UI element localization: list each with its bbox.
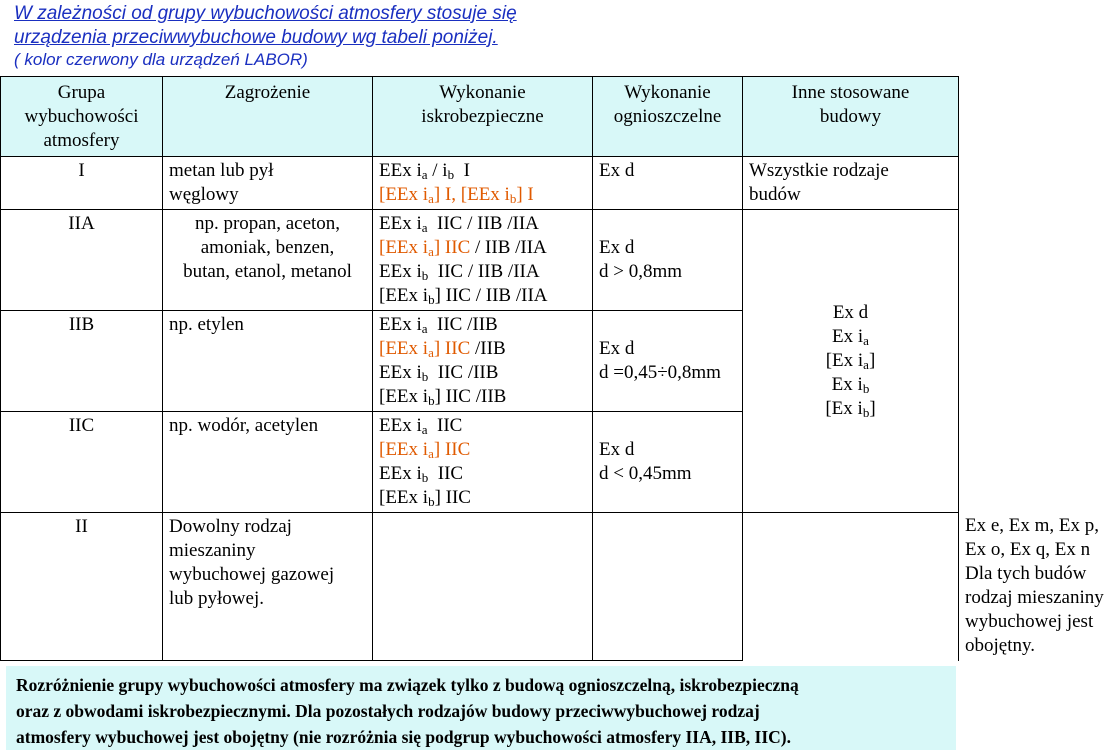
intrinsic-sub: a — [428, 191, 434, 206]
table-header-row — [1, 77, 959, 157]
flameproof-cell — [593, 412, 743, 513]
footnote-line: oraz z obwodami iskrobezpiecznymi. Dla pozostałych rodzajów budowy przeciwwybuchowej rodzaj — [16, 701, 760, 721]
flameproof-cell — [593, 210, 743, 311]
header-intrinsic-line: iskrobezpieczne — [421, 106, 544, 127]
other-sub: a — [863, 333, 869, 348]
intrinsic-line — [379, 212, 586, 236]
intrinsic-text: IIC /IIB — [445, 386, 507, 407]
other-sub: b — [862, 381, 870, 396]
intrinsic-cell — [373, 311, 593, 412]
group-cell: IIB — [1, 311, 163, 412]
hazard-line: amoniak, benzen, — [200, 237, 335, 258]
intrinsic-line: [EEx $i_b$] IIC /IIB — [379, 386, 507, 408]
intrinsic-sub: b — [428, 393, 435, 408]
footnote-line: Rozróżnienie grupy wybuchowości atmosfery ma związek tylko z budową ognioszczelną, iskrobezpieczną — [16, 675, 799, 695]
hazard-line: np. etylen — [169, 314, 244, 335]
group-cell: IIA — [1, 210, 163, 311]
intrinsic-prefix: [EEx i — [379, 338, 429, 359]
other-cell — [743, 157, 959, 210]
intrinsic-prefix: [EEx i — [379, 487, 429, 508]
other-text: Ex i — [832, 326, 864, 347]
intrinsic-prefix: [EEx i — [379, 184, 429, 205]
intrinsic-cell — [373, 210, 593, 311]
header-other — [743, 77, 959, 157]
intrinsic-text: I — [463, 160, 470, 181]
header-hazard — [163, 77, 373, 157]
header-other-line: Inne stosowane — [791, 82, 910, 103]
intrinsic-sub: a — [428, 345, 434, 360]
flameproof-line: Ex d — [599, 439, 635, 460]
intrinsic-line — [379, 159, 586, 183]
intrinsic-line-labor: [EEx $i_a$] IIC /IIB — [379, 338, 506, 360]
hazard-line: lub pyłowej. — [169, 588, 264, 609]
intrinsic-sub: a — [421, 220, 428, 235]
table-row: IIC np. wodór, acetylen EEx $i_a$ IIC [EEx $i_a$] IIC EEx $i_b$ IIC [EEx $i_b$] IIC Ex d d < 0,45mm Ex e, Ex m, Ex p, Ex o, Ex q, Ex n Dla tych budów rodzaj mieszaniny wybuchowej jest obojętny. — [1, 412, 959, 513]
header-flameproof-line: ognioszczelne — [613, 106, 722, 127]
intrinsic-cell — [373, 412, 593, 513]
group-cell: IIC — [1, 412, 163, 513]
intrinsic-text: IIC /IIB — [437, 362, 499, 383]
intrinsic-text: IIC — [445, 487, 471, 508]
intrinsic-line — [379, 361, 586, 385]
flameproof-cell — [593, 311, 743, 412]
heading-line-3: ( kolor czerwony dla urządzeń LABOR) — [14, 50, 308, 69]
hazard-cell — [163, 412, 373, 513]
intrinsic-text: IIC — [437, 415, 463, 436]
header-intrinsic-line: Wykonanie — [439, 82, 526, 103]
other-cell-mid — [743, 210, 959, 513]
header-flameproof — [593, 77, 743, 157]
header-group-line: wybuchowości — [24, 106, 139, 127]
hazard-line: Dowolny rodzaj — [169, 516, 292, 537]
flameproof-line: Ex d — [599, 338, 635, 359]
flameproof-line: Ex d — [599, 160, 635, 181]
footnote-box — [6, 666, 956, 750]
header-flameproof-line: Wykonanie — [624, 82, 711, 103]
hazard-line: metan lub pył — [169, 160, 274, 181]
hazard-line: węglowy — [169, 184, 239, 205]
intrinsic-text: IIC /IIB — [437, 314, 498, 335]
protection-table — [0, 76, 1104, 661]
intrinsic-sub: b — [428, 292, 435, 307]
intrinsic-text: IIC — [437, 463, 464, 484]
flameproof-line: d < 0,45mm — [599, 463, 692, 484]
intrinsic-sub: b — [421, 369, 429, 384]
group-cell: II — [1, 513, 163, 661]
intrinsic-line — [379, 313, 586, 337]
heading-line-1: W zależności od grupy wybuchowości atmosfery stosuje się — [14, 3, 517, 24]
header-group — [1, 77, 163, 157]
other-line — [749, 373, 952, 397]
intrinsic-text: IIC / IIB /IIA — [437, 261, 540, 282]
intrinsic-text: I — [527, 184, 534, 205]
intrinsic-line — [379, 260, 586, 284]
hazard-line: np. wodór, acetylen — [169, 415, 319, 436]
other-line: [Ex $i_b$] — [825, 398, 876, 420]
other-sub: b — [862, 405, 870, 420]
intrinsic-sub: a — [428, 446, 434, 461]
hazard-line: np. propan, aceton, — [194, 213, 341, 234]
intrinsic-text: I, [EEx i — [444, 184, 510, 205]
intrinsic-sub: a — [428, 244, 434, 259]
intrinsic-sub: a — [421, 321, 428, 336]
intrinsic-prefix: EEx i — [379, 160, 422, 181]
flameproof-line: d > 0,8mm — [599, 261, 683, 282]
other-line: Wszystkie rodzaje — [749, 160, 889, 181]
intrinsic-prefix: EEx i — [379, 362, 422, 383]
intrinsic-sub: b — [447, 167, 455, 182]
heading-line-2: urządzenia przeciwwybuchowe budowy wg tabeli poniżej. — [14, 27, 498, 48]
intrinsic-line-labor: [EEx $i_a$] IIC — [379, 439, 471, 461]
header-other-line: budowy — [819, 106, 882, 127]
other-line — [749, 325, 952, 349]
intrinsic-text: IIC / IIB /IIA — [445, 285, 548, 306]
hazard-cell — [163, 513, 373, 661]
table-row — [1, 513, 959, 661]
hazard-line: mieszaniny — [169, 540, 256, 561]
intrinsic-prefix: EEx i — [379, 463, 422, 484]
page-heading — [14, 2, 954, 70]
intrinsic-prefix: [EEx i — [379, 386, 429, 407]
intrinsic-sub: b — [421, 268, 429, 283]
intrinsic-sub: b — [421, 470, 429, 485]
intrinsic-line-labor: [EEx $i_a$] IIC / IIB /IIA — [379, 237, 547, 259]
table-row — [1, 210, 959, 311]
intrinsic-prefix: EEx i — [379, 415, 422, 436]
intrinsic-sub: b — [509, 191, 517, 206]
flameproof-line: Ex d — [599, 237, 635, 258]
flameproof-cell-empty — [593, 513, 743, 661]
intrinsic-prefix: [EEx i — [379, 439, 429, 460]
hazard-cell — [163, 311, 373, 412]
intrinsic-cell — [373, 157, 593, 210]
other-line: [Ex $i_a$] — [825, 350, 876, 372]
header-group-line: Grupa — [57, 82, 106, 103]
intrinsic-prefix: EEx i — [379, 213, 422, 234]
intrinsic-line: [EEx $i_b$] IIC / IIB /IIA — [379, 285, 548, 307]
intrinsic-sub: b — [428, 494, 435, 509]
intrinsic-prefix: EEx i — [379, 314, 422, 335]
intrinsic-prefix: EEx i — [379, 261, 422, 282]
intrinsic-prefix: [EEx i — [379, 285, 429, 306]
header-group-line: atmosfery — [43, 130, 120, 151]
hazard-line: butan, etanol, metanol — [183, 261, 352, 282]
flameproof-line: d =0,45÷0,8mm — [599, 362, 721, 383]
flameproof-cell — [593, 157, 743, 210]
footnote-line: atmosfery wybuchowej jest obojętny (nie rozróżnia się podgrup wybuchowości atmosfery IIA, IIB, IIC). — [16, 727, 791, 747]
group-cell: I — [1, 157, 163, 210]
intrinsic-text: IIC / IIB /IIA — [437, 213, 539, 234]
intrinsic-line — [379, 462, 586, 486]
intrinsic-sub: a — [421, 422, 428, 437]
table-row — [1, 157, 959, 210]
intrinsic-text: IIC — [444, 439, 471, 460]
header-hazard-text: Zagrożenie — [224, 82, 311, 103]
intrinsic-cell-empty — [373, 513, 593, 661]
other-text: Ex i — [831, 374, 863, 395]
intrinsic-line: [EEx $i_b$] IIC — [379, 487, 471, 509]
hazard-line: wybuchowej gazowej — [169, 564, 335, 585]
intrinsic-sub: a — [421, 167, 428, 182]
other-text: [Ex i — [825, 398, 863, 419]
hazard-cell — [163, 210, 373, 311]
other-text: [Ex i — [825, 350, 864, 371]
hazard-cell — [163, 157, 373, 210]
intrinsic-prefix: [EEx i — [379, 237, 429, 258]
intrinsic-line-labor: [EEx $i_a$] I, [EEx $i_b$] I — [379, 184, 534, 206]
header-intrinsic — [373, 77, 593, 157]
intrinsic-text: / i — [432, 160, 448, 181]
other-sub: a — [863, 357, 869, 372]
intrinsic-line — [379, 414, 586, 438]
other-line: Ex d — [832, 302, 869, 323]
other-line: budów — [749, 184, 801, 205]
